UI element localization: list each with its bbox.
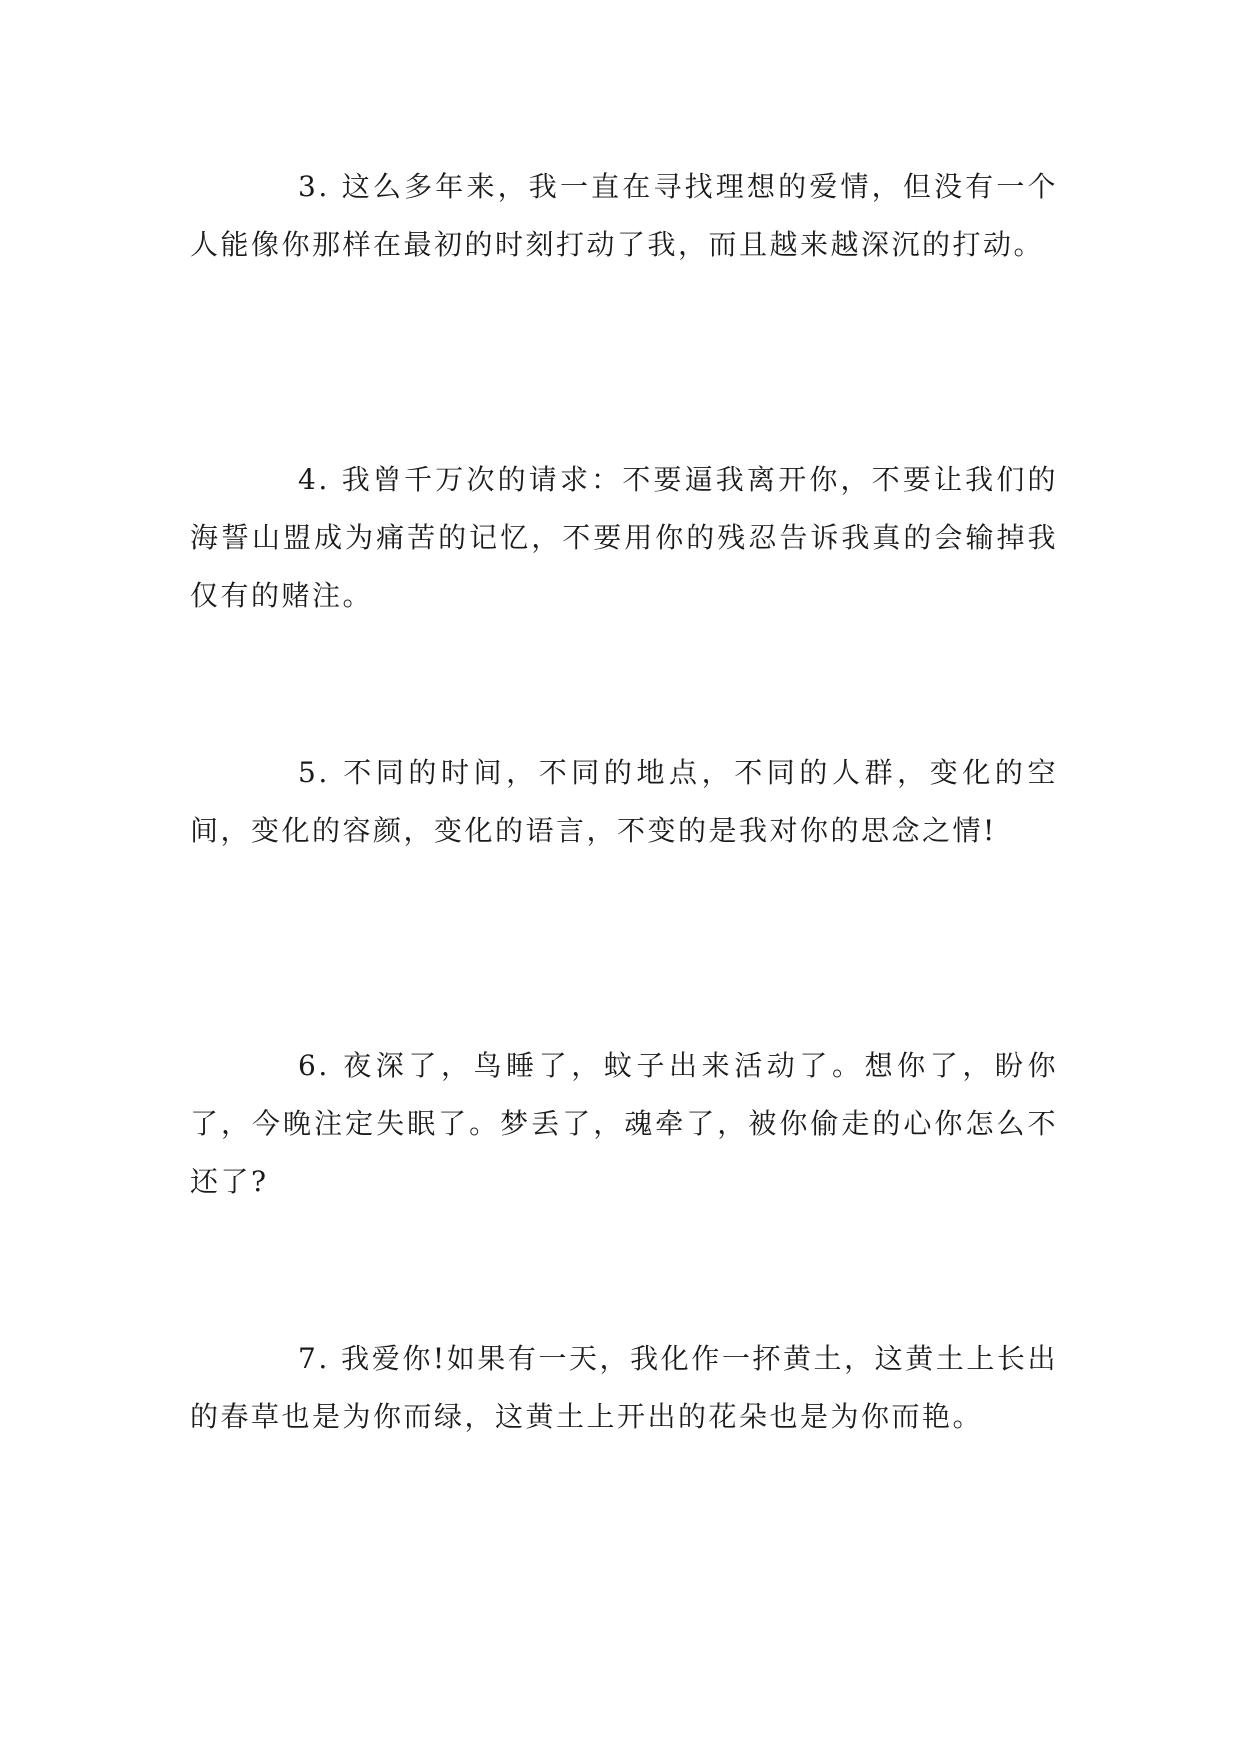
paragraph-6: 6. 夜深了，鸟睡了，蚊子出来活动了。想你了，盼你了，今晚注定失眠了。梦丢了，魂牵了，被你偷走的心你怎么不还了? (190, 1049, 1058, 1198)
paragraph-3: 3. 这么多年来，我一直在寻找理想的爱情，但没有一个人能像你那样在最初的时刻打动了我，而且越来越深沉的打动。 (190, 170, 1058, 261)
paragraph-5: 5. 不同的时间，不同的地点，不同的人群，变化的空间，变化的容颜，变化的语言，不变的是我对你的思念之情! (190, 756, 1058, 847)
paragraph-4: 4. 我曾千万次的请求：不要逼我离开你，不要让我们的海誓山盟成为痛苦的记忆，不要用你的残忍告诉我真的会输掉我仅有的赌注。 (190, 463, 1058, 612)
paragraph-7: 7. 我爱你!如果有一天，我化作一抔黄土，这黄土上长出的春草也是为你而绿，这黄土上开出的花朵也是为你而艳。 (190, 1342, 1058, 1433)
